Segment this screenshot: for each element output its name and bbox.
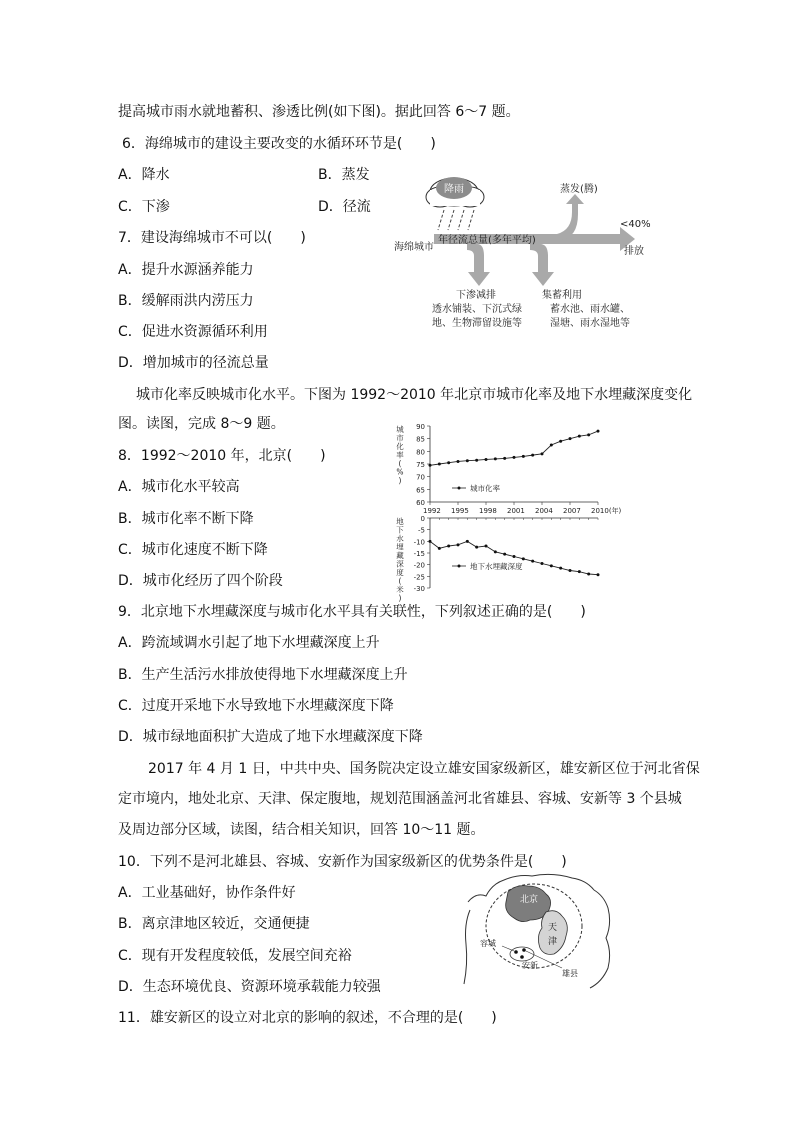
y-axis-label-char: 水 [396,534,404,543]
question-7-option-b: B．缓解雨洪内涝压力 [118,293,254,309]
y-tick-label: 60 [416,499,425,507]
series-line [430,431,598,465]
data-point [457,543,460,546]
y-axis-label-char: 地 [396,517,404,526]
data-point [475,546,478,549]
x-tick-label: 2004 [535,507,553,515]
data-point [447,461,450,464]
data-point [578,435,581,438]
evaporation-arrow [557,194,584,240]
y-axis-label-char: ) [398,476,402,485]
intro-text-3-line-2: 定市境内，地处北京、天津、保定腹地，规划范围涵盖河北省雄县、容城、安新等 3 个县城 [118,791,682,807]
data-point [429,464,432,467]
discharge-label: 排放 [624,246,644,257]
data-point [559,567,562,570]
intro-text-3-line-3: 及周边部分区域，读图，结合相关知识，回答 10～11 题。 [118,822,485,838]
x-tick-label: 1998 [479,507,497,515]
y-tick-label: 65 [416,486,425,495]
data-point [578,570,581,573]
data-point [438,547,441,550]
discharge-percent-label: <40% [620,219,651,230]
data-point [522,557,525,560]
y-tick-label: 0 [420,515,425,523]
question-8-option-a: A．城市化水平较高 [118,479,240,495]
data-point [550,444,553,447]
y-axis-label-char: % [396,467,404,477]
y-axis-label-char: 深 [396,559,404,569]
question-9-stem: 9．北京地下水埋藏深度与城市化水平具有关联性，下列叙述正确的是( ) [118,604,586,620]
data-point [503,457,506,460]
x-tick-label: 1992 [423,507,441,515]
y-axis-label-char: 埋 [396,542,404,552]
data-point [447,545,450,548]
anxin-dot [520,955,524,959]
storage-desc-1: 蓄水池、雨水罐、 [550,304,630,315]
runoff-label: 年径流总量(多年平均) [438,235,536,246]
y-tick-label: 75 [416,461,425,469]
y-axis-label-char: 化 [396,442,404,451]
data-point [522,455,525,458]
xiongan-area [510,947,534,961]
question-7-option-d: D．增加城市的径流总量 [118,355,269,371]
question-10-option-c: C．现有开发程度较低，发展空间充裕 [118,948,352,964]
infiltration-title: 下渗减排 [456,290,496,301]
data-point [559,440,562,443]
y-tick-label: -10 [413,538,425,547]
data-point [503,553,506,556]
tianjin-label-2: 津 [548,937,558,947]
question-9-option-d: D．城市绿地面积扩大造成了地下水埋藏深度下降 [118,729,423,745]
beijing-label: 北京 [520,895,539,905]
question-10-stem: 10．下列不是河北雄县、容城、安新作为国家级新区的优势条件是( ) [118,854,567,870]
rain-label: 降雨 [444,184,464,195]
question-9-option-c: C．过度开采地下水导致地下水埋藏深度下降 [118,698,394,714]
intro-text-1: 提高城市雨水就地蓄积、渗透比例(如下图)。据此回答 6～7 题。 [118,104,520,120]
data-point [475,459,478,462]
question-11-stem: 11．雄安新区的设立对北京的影响的叙述，不合理的是( ) [118,1010,497,1026]
y-tick-label: 70 [416,473,425,482]
data-point [494,457,497,460]
y-axis-label-char: ) [398,593,402,603]
infiltration-arrow [467,244,490,286]
y-axis-label-char: 市 [396,433,404,443]
rain-lines [438,210,474,230]
x-tick-label: 2001 [507,507,525,515]
legend-label: 地下水埋藏深度 [470,562,523,571]
intro-text-2-line-2: 图。读图，完成 8～9 题。 [118,416,285,432]
legend-marker [458,487,461,490]
y-axis-label-char: 城 [396,425,404,434]
storage-desc-2: 湿塘、雨水湿地等 [550,318,630,329]
data-point [597,573,600,576]
storage-arrow [530,244,554,286]
tianjin-label-1: 天 [548,923,558,933]
data-point [457,460,460,463]
xiongan-location-map [462,872,620,992]
y-axis-label-char: ( [398,576,402,586]
question-6-option-d: D．径流 [318,199,371,215]
data-point [466,459,469,462]
intro-text-3-line-1: 2017 年 4 月 1 日，中共中央、国务院决定设立雄安国家级新区，雄安新区位于河北省保 [148,761,700,777]
anxin-label: 安新 [522,961,538,970]
data-point [513,456,516,459]
data-point [485,458,488,461]
y-tick-label: 85 [416,435,425,444]
data-point [466,540,469,543]
data-point [485,545,488,548]
y-axis-label-char: 度 [396,568,404,577]
data-point [550,564,553,567]
data-point [494,550,497,553]
question-8-stem: 8．1992～2010 年，北京( ) [118,448,326,464]
question-10-option-b: B．离京津地区较近，交通便捷 [118,916,310,932]
question-6-option-c: C．下渗 [118,199,170,215]
question-7-option-a: A．提升水源涵养能力 [118,262,254,278]
question-8-option-d: D．城市化经历了四个阶段 [118,573,283,589]
data-point [541,562,544,565]
data-point [597,430,600,433]
y-tick-label: 90 [416,423,425,431]
y-axis-label-char: ( [398,459,402,468]
question-10-option-a: A．工业基础好，协作条件好 [118,885,296,901]
data-point [429,540,432,543]
data-point [569,569,572,572]
rongcheng-dot [514,950,518,954]
infiltration-desc-1: 透水铺装、下沉式绿 [432,304,522,315]
x-tick-label: 1995 [451,507,469,515]
question-6-option-a: A．降水 [118,167,170,183]
legend-label: 城市化率 [470,484,500,493]
question-8-option-b: B．城市化率不断下降 [118,511,254,527]
urbanization-groundwater-charts [394,418,634,603]
x-tick-label: 2007 [563,507,581,515]
x-tick-label: 2010(年) [591,507,622,515]
data-point [587,433,590,436]
city-label: 海绵城市 [394,242,434,253]
data-point [587,573,590,576]
question-8-option-c: C．城市化速度不断下降 [118,542,268,558]
legend-marker [458,565,461,568]
y-axis-label-char: 米 [396,585,404,594]
data-point [531,560,534,563]
question-6-option-b: B．蒸发 [318,167,370,183]
y-tick-label: -5 [418,526,425,535]
y-axis-label-char: 藏 [396,551,404,560]
question-6-stem: 6．海绵城市的建设主要改变的水循环环节是( ) [122,136,436,152]
y-tick-label: -20 [413,561,425,570]
question-9-option-a: A．跨流域调水引起了地下水埋藏深度上升 [118,635,380,651]
y-tick-label: -15 [413,550,425,558]
question-10-option-d: D．生态环境优良、资源环境承载能力较强 [118,979,381,995]
rongcheng-label: 容城 [480,939,496,948]
data-point [531,454,534,457]
data-point [513,555,516,558]
y-tick-label: -25 [413,573,425,582]
sponge-city-diagram [392,172,660,334]
y-tick-label: 80 [416,448,425,457]
xiongxian-dot [522,948,526,952]
evaporation-label: 蒸发(腾) [560,184,598,195]
question-7-stem: 7．建设海绵城市不可以( ) [118,230,306,246]
question-7-option-c: C．促进水资源循环利用 [118,324,268,340]
y-axis-label-char: 率 [396,450,404,460]
intro-text-2-line-1: 城市化率反映城市化水平。下图为 1992～2010 年北京市城市化率及地下水埋藏深度变化 [136,387,693,403]
data-point [541,452,544,455]
infiltration-desc-2: 地、生物滞留设施等 [432,318,522,329]
storage-title: 集蓄利用 [542,290,582,301]
y-tick-label: -30 [413,585,425,593]
data-point [438,463,441,466]
xiongxian-label: 雄县 [562,969,578,978]
y-axis-label-char: 下 [396,525,404,535]
question-9-option-b: B．生产生活污水排放使得地下水埋藏深度上升 [118,667,408,683]
data-point [569,437,572,440]
